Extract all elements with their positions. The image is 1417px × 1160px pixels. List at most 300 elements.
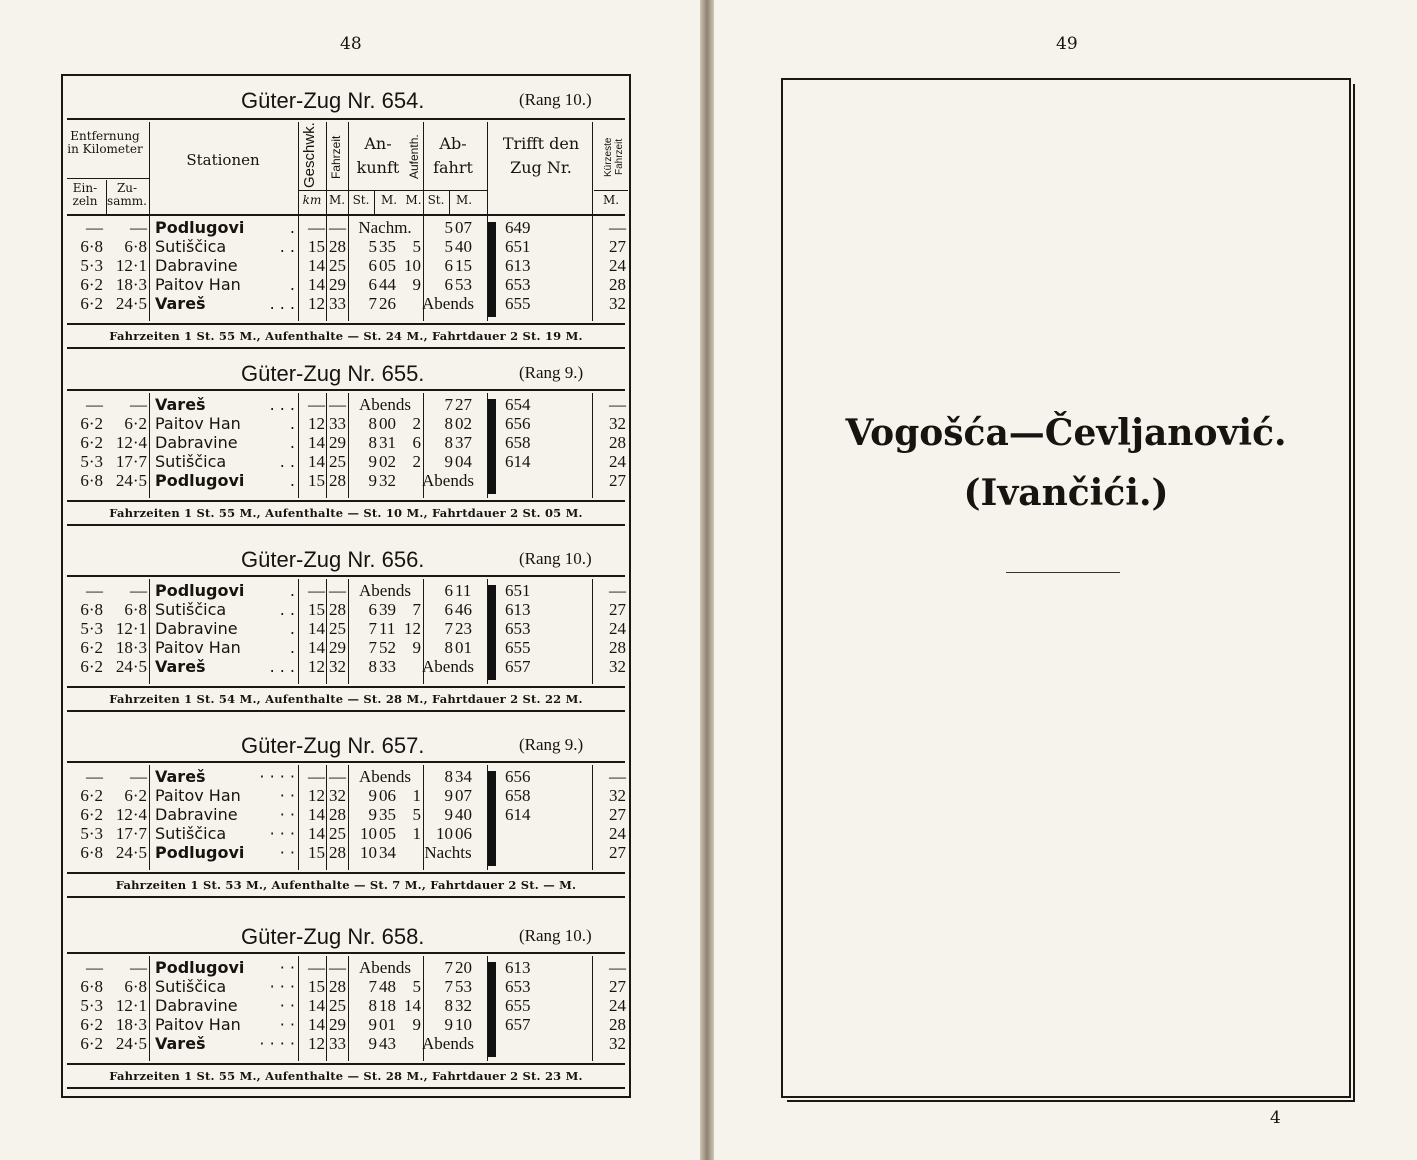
run-time: 28 xyxy=(329,805,346,824)
timetable-row xyxy=(63,600,629,619)
arrival-hour: Abends xyxy=(359,767,411,786)
header-shortest: Kürzeste Fahrzeit xyxy=(603,137,625,177)
leader-dots: · · xyxy=(279,1015,295,1034)
distance-single: 6·8 xyxy=(80,471,103,490)
arrival-hour: 5 xyxy=(368,237,377,256)
departure-hour: 5 xyxy=(444,237,453,256)
arrival-minute: 39 xyxy=(379,600,396,619)
departure-minute: 32 xyxy=(455,996,472,1015)
station-name: Podlugovi xyxy=(155,471,245,490)
speed: 12 xyxy=(308,414,325,433)
departure-minute: 40 xyxy=(455,237,472,256)
distance-total: 17·7 xyxy=(115,452,147,471)
departure-minute: 40 xyxy=(455,805,472,824)
run-time: 29 xyxy=(329,638,346,657)
timetable-row xyxy=(63,294,629,313)
station-name: Paitov Han xyxy=(155,1015,241,1034)
arrival-hour: 9 xyxy=(368,805,377,824)
arrival-minute: 05 xyxy=(379,824,396,843)
leader-dots: . . . xyxy=(269,657,295,676)
stop-minutes: 1 xyxy=(412,824,421,843)
departure-minute: 23 xyxy=(455,619,472,638)
departure-hour: Abends xyxy=(422,471,474,490)
shortest-time: 32 xyxy=(609,1034,626,1053)
speed: 12 xyxy=(308,1034,325,1053)
speed: 14 xyxy=(308,256,325,275)
stop-minutes: 6 xyxy=(412,433,421,452)
rule xyxy=(67,389,625,391)
header-stop: Aufenth. xyxy=(407,134,421,180)
departure-minute: 34 xyxy=(455,767,472,786)
distance-total: 12·4 xyxy=(115,433,147,452)
departure-minute: 10 xyxy=(455,1015,472,1034)
meets-train: 653 xyxy=(505,619,531,638)
timetable-row xyxy=(63,786,629,805)
arrival-hour: 7 xyxy=(368,294,377,313)
meets-train: 656 xyxy=(505,414,531,433)
timetable-row xyxy=(63,1034,629,1053)
arrival-hour: 6 xyxy=(368,256,377,275)
station-name: Podlugovi xyxy=(155,581,245,600)
distance-single: 5·3 xyxy=(80,996,103,1015)
timetable-row xyxy=(63,824,629,843)
station-name: Sutiščica xyxy=(155,452,227,471)
timetable-row xyxy=(63,638,629,657)
departure-minute: 07 xyxy=(455,218,472,237)
meets-train: 614 xyxy=(505,452,531,471)
stop-minutes: 5 xyxy=(412,237,421,256)
rule xyxy=(67,575,625,577)
shortest-time: 27 xyxy=(609,977,626,996)
run-time: 28 xyxy=(329,237,346,256)
timetable-row xyxy=(63,581,629,600)
train-summary: Fahrzeiten 1 St. 55 M., Aufenthalte — St. 28 M., Fahrtdauer 2 St. 23 M. xyxy=(109,1069,583,1083)
header-stations: Stationen xyxy=(186,151,260,169)
station-name: Dabravine xyxy=(155,433,238,452)
distance-total: 24·5 xyxy=(115,1034,147,1053)
run-time: 28 xyxy=(329,843,346,862)
train-block xyxy=(63,539,629,725)
arrival-minute: 18 xyxy=(379,996,396,1015)
arrival-hour: 8 xyxy=(368,657,377,676)
meets-train: 653 xyxy=(505,275,531,294)
distance-total: — xyxy=(130,767,147,786)
leader-dots: · · xyxy=(279,805,295,824)
distance-single: 5·3 xyxy=(80,619,103,638)
speed: — xyxy=(308,581,325,600)
arrival-hour: 10 xyxy=(360,843,377,862)
timetable-row xyxy=(63,977,629,996)
speed: 14 xyxy=(308,638,325,657)
timetable-row xyxy=(63,218,629,237)
station-name: Podlugovi xyxy=(155,843,245,862)
arrival-minute: 06 xyxy=(379,786,396,805)
header-unit-m: M. xyxy=(328,193,346,207)
rule xyxy=(67,118,625,120)
train-title xyxy=(63,543,629,577)
speed: 14 xyxy=(308,805,325,824)
timetable-row xyxy=(63,996,629,1015)
arrival-hour: 8 xyxy=(368,433,377,452)
station-name: Vareš xyxy=(155,767,206,786)
shortest-time: 27 xyxy=(609,237,626,256)
shortest-time: 32 xyxy=(609,657,626,676)
run-time: 28 xyxy=(329,471,346,490)
leader-dots: . xyxy=(289,433,295,452)
train-summary: Fahrzeiten 1 St. 53 M., Aufenthalte — St. 7 M., Fahrtdauer 2 St. — M. xyxy=(115,878,577,892)
right-page xyxy=(714,0,1417,1160)
stop-minutes: 5 xyxy=(412,977,421,996)
shortest-time: 24 xyxy=(609,996,626,1015)
run-time: — xyxy=(329,218,346,237)
stop-minutes: 9 xyxy=(412,638,421,657)
arrival-hour: 6 xyxy=(368,275,377,294)
leader-dots: · · · · xyxy=(259,1034,295,1053)
distance-single: — xyxy=(86,767,103,786)
distance-total: 12·1 xyxy=(115,256,147,275)
speed: — xyxy=(308,218,325,237)
leader-dots: . . . xyxy=(269,294,295,313)
meets-train: 613 xyxy=(505,600,531,619)
speed: 12 xyxy=(308,786,325,805)
arrival-minute: 26 xyxy=(379,294,396,313)
train-title xyxy=(63,920,629,954)
column-line xyxy=(592,122,593,214)
stop-minutes: 2 xyxy=(412,414,421,433)
distance-single: 6·2 xyxy=(80,805,103,824)
departure-minute: 07 xyxy=(455,786,472,805)
distance-total: 6·8 xyxy=(124,237,147,256)
run-time: 29 xyxy=(329,1015,346,1034)
stop-minutes: 2 xyxy=(412,452,421,471)
station-name: Paitov Han xyxy=(155,414,241,433)
speed: — xyxy=(308,767,325,786)
column-line xyxy=(106,180,107,214)
timetable-row xyxy=(63,452,629,471)
departure-hour: 5 xyxy=(444,218,453,237)
rule xyxy=(67,896,625,898)
distance-single: 6·8 xyxy=(80,600,103,619)
arrival-minute: 02 xyxy=(379,452,396,471)
departure-hour: 8 xyxy=(444,996,453,1015)
run-time: 25 xyxy=(329,256,346,275)
distance-total: — xyxy=(130,218,147,237)
speed: 15 xyxy=(308,471,325,490)
station-name: Sutiščica xyxy=(155,824,227,843)
arrival-hour: Nachm. xyxy=(358,218,412,237)
rule xyxy=(67,524,625,526)
arrival-minute: 00 xyxy=(379,414,396,433)
meets-train: 657 xyxy=(505,1015,531,1034)
shortest-time: 27 xyxy=(609,843,626,862)
arrival-minute: 48 xyxy=(379,977,396,996)
arrival-hour: 9 xyxy=(368,786,377,805)
departure-hour: 7 xyxy=(444,977,453,996)
station-name: Dabravine xyxy=(155,805,238,824)
shortest-time: 27 xyxy=(609,805,626,824)
meets-train: 657 xyxy=(505,657,531,676)
arrival-hour: 8 xyxy=(368,414,377,433)
station-name: Dabravine xyxy=(155,996,238,1015)
departure-hour: 9 xyxy=(444,1015,453,1034)
distance-total: 12·1 xyxy=(115,996,147,1015)
arrival-hour: Abends xyxy=(359,958,411,977)
header-unit-m: M. xyxy=(455,193,473,207)
departure-hour: Abends xyxy=(422,294,474,313)
timetable-row xyxy=(63,256,629,275)
departure-hour: 8 xyxy=(444,433,453,452)
stop-minutes: 12 xyxy=(404,619,421,638)
meets-train: 651 xyxy=(505,237,531,256)
distance-total: 24·5 xyxy=(115,657,147,676)
run-time: 28 xyxy=(329,977,346,996)
distance-total: 6·8 xyxy=(124,977,147,996)
speed: 15 xyxy=(308,977,325,996)
distance-single: 6·2 xyxy=(80,414,103,433)
shortest-time: 28 xyxy=(609,638,626,657)
timetable-row xyxy=(63,433,629,452)
departure-hour: 6 xyxy=(444,581,453,600)
arrival-minute: 31 xyxy=(379,433,396,452)
train-rank: (Rang 9.) xyxy=(519,735,584,754)
stop-minutes: 1 xyxy=(412,786,421,805)
timetable-row xyxy=(63,275,629,294)
timetable-row xyxy=(63,657,629,676)
shortest-time: 24 xyxy=(609,824,626,843)
run-time: — xyxy=(329,395,346,414)
header-unit-m: M. xyxy=(380,193,398,207)
column-header xyxy=(63,122,629,214)
station-name: Sutiščica xyxy=(155,237,227,256)
distance-total: 12·4 xyxy=(115,805,147,824)
distance-single: 6·2 xyxy=(80,433,103,452)
meets-train: 658 xyxy=(505,433,531,452)
run-time: — xyxy=(329,581,346,600)
station-name: Dabravine xyxy=(155,619,238,638)
arrival-minute: 44 xyxy=(379,275,396,294)
header-speed: Geschwk. xyxy=(301,122,318,188)
speed: 14 xyxy=(308,452,325,471)
arrival-hour: 9 xyxy=(368,1034,377,1053)
departure-minute: 53 xyxy=(455,977,472,996)
rule xyxy=(594,190,628,191)
arrival-minute: 11 xyxy=(379,619,396,638)
arrival-minute: 34 xyxy=(379,843,396,862)
timetable-row xyxy=(63,767,629,786)
train-rank: (Rang 10.) xyxy=(519,926,592,945)
station-name: Sutiščica xyxy=(155,977,227,996)
distance-single: 6·2 xyxy=(80,657,103,676)
departure-hour: 6 xyxy=(444,275,453,294)
timetable-row xyxy=(63,1015,629,1034)
speed: 14 xyxy=(308,619,325,638)
leader-dots: · · xyxy=(279,843,295,862)
station-name: Sutiščica xyxy=(155,600,227,619)
meets-train: 613 xyxy=(505,958,531,977)
shortest-time: — xyxy=(609,581,626,600)
arrival-hour: 7 xyxy=(368,619,377,638)
departure-hour: Abends xyxy=(422,657,474,676)
speed: 15 xyxy=(308,237,325,256)
departure-hour: 7 xyxy=(444,958,453,977)
distance-total: 18·3 xyxy=(115,638,147,657)
column-line xyxy=(449,190,450,214)
distance-total: — xyxy=(130,395,147,414)
shortest-time: 24 xyxy=(609,452,626,471)
speed: 14 xyxy=(308,824,325,843)
distance-single: 6·8 xyxy=(80,977,103,996)
arrival-hour: 9 xyxy=(368,452,377,471)
speed: 12 xyxy=(308,294,325,313)
departure-minute: 01 xyxy=(455,638,472,657)
run-time: — xyxy=(329,767,346,786)
train-block xyxy=(63,80,629,360)
rule xyxy=(67,1063,625,1065)
header-distance: Entfernung in Kilometer xyxy=(67,129,143,156)
station-name: Vareš xyxy=(155,657,206,676)
leader-dots: . xyxy=(289,581,295,600)
meets-train: 655 xyxy=(505,638,531,657)
run-time: 28 xyxy=(329,600,346,619)
train-number: Güter-Zug Nr. 657. xyxy=(241,733,425,758)
distance-single: 6·2 xyxy=(80,638,103,657)
column-line xyxy=(487,122,488,214)
arrival-minute: 52 xyxy=(379,638,396,657)
arrival-minute: 35 xyxy=(379,237,396,256)
departure-minute: 53 xyxy=(455,275,472,294)
leader-dots: . xyxy=(289,275,295,294)
arrival-hour: 7 xyxy=(368,638,377,657)
timetable-row xyxy=(63,237,629,256)
arrival-minute: 33 xyxy=(379,657,396,676)
distance-single: 5·3 xyxy=(80,256,103,275)
departure-hour: 8 xyxy=(444,638,453,657)
header-unit-km: km xyxy=(302,193,322,207)
leader-dots: . . xyxy=(279,237,295,256)
meets-train: 655 xyxy=(505,294,531,313)
departure-minute: 04 xyxy=(455,452,472,471)
shortest-time: 27 xyxy=(609,471,626,490)
distance-single: 6·8 xyxy=(80,237,103,256)
departure-hour: Nachts xyxy=(424,843,472,862)
distance-single: — xyxy=(86,218,103,237)
route-title: Vogošća—Čevljanović. xyxy=(845,412,1287,454)
rule xyxy=(67,686,625,688)
train-number: Güter-Zug Nr. 658. xyxy=(241,924,425,949)
distance-single: 6·2 xyxy=(80,275,103,294)
run-time: 25 xyxy=(329,619,346,638)
shortest-time: — xyxy=(609,767,626,786)
timetable-row xyxy=(63,843,629,862)
distance-total: — xyxy=(130,958,147,977)
meets-train: 613 xyxy=(505,256,531,275)
rule xyxy=(67,214,625,216)
signature-number: 4 xyxy=(1270,1108,1281,1128)
meets-train: 656 xyxy=(505,767,531,786)
leader-dots: . xyxy=(289,638,295,657)
distance-total: 6·2 xyxy=(124,414,147,433)
train-number: Güter-Zug Nr. 656. xyxy=(241,547,425,572)
meets-train: 654 xyxy=(505,395,531,414)
distance-total: 24·5 xyxy=(115,294,147,313)
train-summary: Fahrzeiten 1 St. 54 M., Aufenthalte — St. 28 M., Fahrtdauer 2 St. 22 M. xyxy=(109,692,583,706)
header-departure: Ab-fahrt xyxy=(433,134,473,177)
page-number: 49 xyxy=(1056,34,1078,54)
stop-minutes: 5 xyxy=(412,805,421,824)
header-unit-st: St. xyxy=(352,193,370,207)
distance-total: 24·5 xyxy=(115,471,147,490)
arrival-minute: 05 xyxy=(379,256,396,275)
run-time: 32 xyxy=(329,657,346,676)
shortest-time: 32 xyxy=(609,786,626,805)
arrival-hour: 10 xyxy=(360,824,377,843)
run-time: 29 xyxy=(329,433,346,452)
departure-hour: 8 xyxy=(444,414,453,433)
leader-dots: . . xyxy=(279,452,295,471)
header-unit-m: M. xyxy=(602,193,620,207)
departure-hour: 6 xyxy=(444,256,453,275)
stop-minutes: 7 xyxy=(412,600,421,619)
departure-minute: 11 xyxy=(455,581,472,600)
speed: 12 xyxy=(308,657,325,676)
distance-single: 5·3 xyxy=(80,452,103,471)
shortest-time: 24 xyxy=(609,256,626,275)
shortest-time: 28 xyxy=(609,275,626,294)
distance-single: 5·3 xyxy=(80,824,103,843)
route-subtitle: (Ivančići.) xyxy=(963,472,1169,514)
train-rank: (Rang 9.) xyxy=(519,363,584,382)
station-name: Dabravine xyxy=(155,256,238,275)
run-time: 33 xyxy=(329,414,346,433)
header-unit-st: St. xyxy=(427,193,445,207)
timetable-row xyxy=(63,619,629,638)
distance-single: — xyxy=(86,581,103,600)
run-time: 25 xyxy=(329,452,346,471)
arrival-hour: Abends xyxy=(359,581,411,600)
shortest-time: — xyxy=(609,218,626,237)
column-line xyxy=(326,122,327,214)
run-time: 33 xyxy=(329,294,346,313)
column-line xyxy=(423,122,424,214)
timetable-row xyxy=(63,805,629,824)
distance-total: 18·3 xyxy=(115,1015,147,1034)
train-block xyxy=(63,916,629,1098)
leader-dots: · · · xyxy=(269,824,295,843)
train-number: Güter-Zug Nr. 654. xyxy=(241,88,425,113)
timetable-row xyxy=(63,471,629,490)
distance-single: — xyxy=(86,958,103,977)
header-distance-single: Ein-zeln xyxy=(72,181,98,208)
train-number: Güter-Zug Nr. 655. xyxy=(241,361,425,386)
arrival-hour: 8 xyxy=(368,996,377,1015)
header-unit-m: M. xyxy=(405,193,422,207)
shortest-time: 32 xyxy=(609,294,626,313)
departure-hour: 9 xyxy=(444,786,453,805)
meets-train: 651 xyxy=(505,581,531,600)
header-meets: Trifft den Zug Nr. xyxy=(502,134,580,177)
distance-total: — xyxy=(130,581,147,600)
departure-minute: 46 xyxy=(455,600,472,619)
run-time: 25 xyxy=(329,824,346,843)
leader-dots: . xyxy=(289,619,295,638)
train-block xyxy=(63,725,629,911)
header-run-time: Fahrzeit xyxy=(329,135,343,179)
speed: — xyxy=(308,958,325,977)
distance-total: 12·1 xyxy=(115,619,147,638)
train-summary: Fahrzeiten 1 St. 55 M., Aufenthalte — St. 10 M., Fahrtdauer 2 St. 05 M. xyxy=(109,506,583,520)
meets-train: 653 xyxy=(505,977,531,996)
train-title xyxy=(63,357,629,391)
